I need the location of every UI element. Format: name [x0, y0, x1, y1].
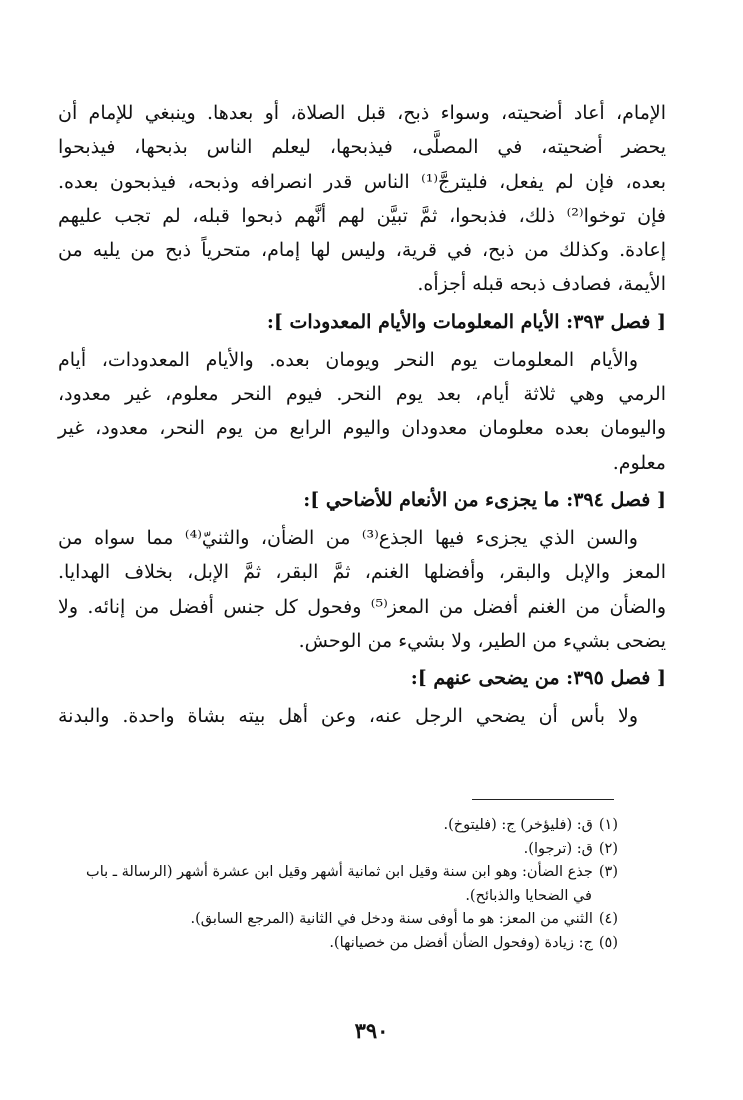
text-line: الرمي وهي ثلاثة أيام، بعد يوم النحر. فيوم النحر معلوم، غير معدود،: [58, 383, 666, 406]
text-line: المعز والإبل والبقر، وأفضلها الغنم، ثمَّ البقر، ثمَّ الإبل، بخلاف الهدايا.: [58, 561, 666, 584]
footnote-number: (٥): [598, 934, 618, 951]
page-number: ٣٩٠: [354, 1018, 389, 1043]
text-line: ولا بأس أن يضحي الرجل عنه، وعن أهل بيته بشاة واحدة. والبدنة: [58, 705, 638, 728]
text-line: معلوم.: [612, 451, 666, 474]
text-line: فإن توخوا⁽²⁾ ذلك، فذبحوا، ثمَّ تبيَّن لهم أنَّهم ذبحوا قبله، لم تجب عليهم: [58, 204, 666, 227]
section-heading: [ فصل ٣٩٥: من يضحى عنهم ]:: [410, 667, 666, 690]
section-heading: [ فصل ٣٩٣: الأيام المعلومات والأيام المعدودات ]:: [266, 310, 666, 333]
paragraph: [58, 699, 666, 733]
text-line: الإمام، أعاد أضحيته، وسواء ذبح، قبل الصلاة، أو بعدها. وينبغي للإمام أن: [58, 102, 666, 124]
footnote: [58, 908, 618, 932]
footnote-text: الثني من المعز: هو ما أوفى سنة ودخل في الثانية (المرجع السابق).: [190, 911, 593, 928]
footnote-text: ق: (فليؤخر) ج: (فليتوخ).: [443, 817, 593, 833]
footnote-text: جذع الضأن: وهو ابن سنة وقيل ابن ثمانية أشهر وقيل ابن عشرة أشهر (الرسالة ـ باب: [86, 864, 593, 881]
footnote-text: ق: (ترجوا).: [523, 840, 593, 857]
text-line: والسن الذي يجزىء فيها الجذع⁽³⁾ من الضأن، والثنيّ⁽⁴⁾ مما سواه من: [58, 526, 638, 549]
footnote: [58, 838, 618, 862]
paragraph: [58, 343, 666, 480]
footnote-divider: [472, 799, 614, 800]
paragraph: [58, 96, 666, 302]
footnotes: [58, 814, 618, 956]
footnote-number: (٤): [598, 911, 618, 928]
section-heading: [ فصل ٣٩٤: ما يجزىء من الأنعام للأضاحي ]:: [303, 488, 666, 511]
text-line: إعادة. وكذلك من ذبح، في قرية، وليس لها إمام، متحرياً ذبح من يليه من: [58, 239, 666, 262]
main-text: [58, 96, 666, 733]
text-line: والضأن من الغنم أفضل من المعز⁽⁵⁾ وفحول كل جنس أفضل من إنائه. ولا: [58, 595, 666, 618]
footnote-text: ج: زيادة (وفحول الضأن أفضل من خصيانها).: [329, 934, 593, 951]
footnote-number: (١): [598, 817, 618, 833]
footnote: [58, 814, 618, 838]
footnote-continuation: في الضحايا والذبائح).: [465, 887, 592, 904]
paragraph: [58, 521, 666, 658]
text-line: يحضر أضحيته، في المصلَّى، فيذبحها، ليعلم الناس بذبحها، فيذبحوا: [58, 136, 666, 159]
text-line: بعده، فإن لم يفعل، فليترجَّ⁽¹⁾ الناس قدر انصرافه وذبحه، فيذبحون بعده.: [58, 170, 666, 193]
text-line: واليومان بعده معلومان معدودان واليوم الرابع من يوم النحر، معدود، غير: [58, 417, 666, 440]
footnote: [58, 932, 618, 956]
footnote-number: (٢): [598, 840, 618, 857]
footnote-number: (٣): [598, 864, 618, 881]
text-line: يضحى بشيء من الطير، ولا بشيء من الوحش.: [298, 629, 666, 652]
text-line: والأيام المعلومات يوم النحر ويومان بعده. والأيام المعدودات، أيام: [58, 348, 638, 371]
text-line: الأيمة، فصادف ذبحه قبله أجزأه.: [417, 273, 666, 296]
footnote: [58, 861, 618, 908]
